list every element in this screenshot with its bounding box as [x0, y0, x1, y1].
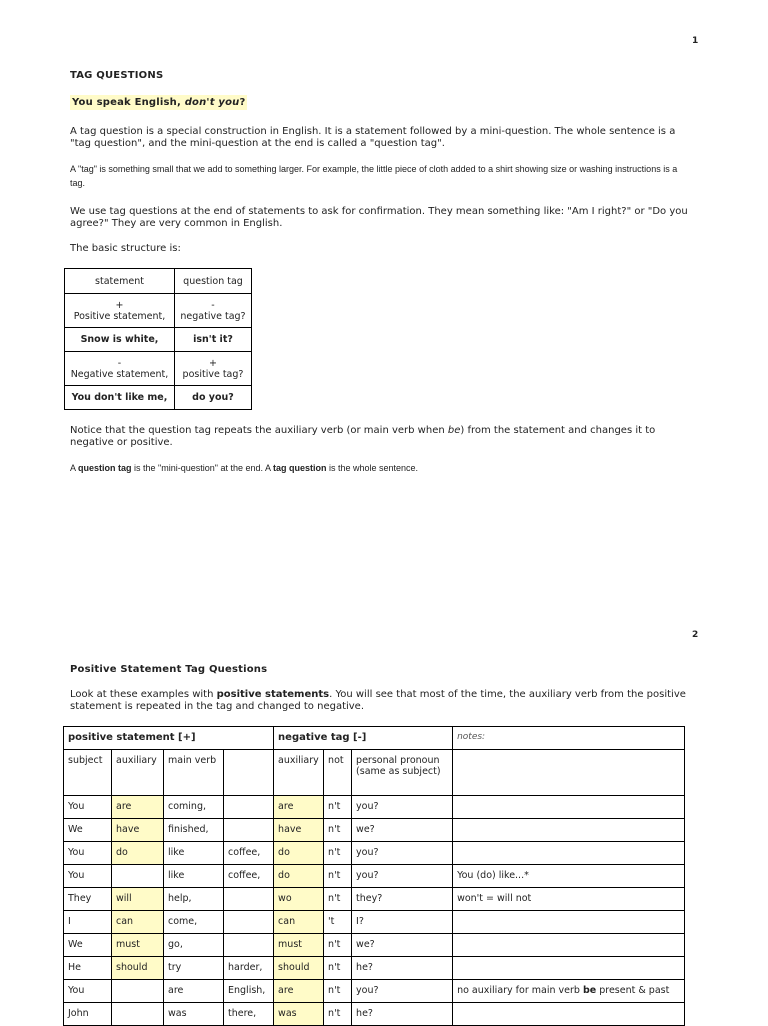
cell-auxiliary: [112, 1003, 164, 1026]
table-row: [64, 957, 685, 980]
cell-pronoun: he?: [352, 957, 453, 980]
cell-main-verb: try: [164, 957, 224, 980]
subtitle-highlight: [70, 95, 247, 110]
cell-note: [453, 1003, 685, 1026]
subtitle-plain: You speak English,: [72, 97, 185, 108]
usage-paragraph: We use tag questions at the end of statements to ask for confirmation. They mean something like: "Am I right?" or "Do you agree?" They are very common in English.: [70, 206, 688, 229]
section-title: Positive Statement Tag Questions: [70, 664, 268, 675]
cell-pronoun: you?: [352, 865, 453, 888]
cell-tag-auxiliary: do: [274, 842, 324, 865]
notice-paragraph: [70, 425, 690, 449]
cell-note: [453, 842, 685, 865]
cell-extra: [224, 934, 274, 957]
example1-statement: Snow is white,: [65, 328, 175, 352]
cell-auxiliary: [112, 865, 164, 888]
negative-statement-label: Negative statement,: [70, 368, 169, 380]
cell-not: 't: [324, 911, 352, 934]
structure-table: [64, 268, 252, 410]
examples-table: [63, 726, 685, 1026]
table-row: [64, 865, 685, 888]
cell-tag-auxiliary: are: [274, 796, 324, 819]
intro-paragraph: A tag question is a special construction in English. It is a statement followed by a mini-question. The whole sentence is a "tag question", and the mini-question at the end is called a "question tag".: [70, 126, 676, 149]
page-number-2: 2: [692, 630, 699, 640]
plus-sign: +: [209, 357, 217, 369]
cell-pronoun: we?: [352, 934, 453, 957]
example2-tag: do you?: [175, 386, 252, 410]
notice-be: be: [447, 425, 461, 436]
page-title: TAG QUESTIONS: [70, 70, 164, 81]
subtitle-emphasis: don't you: [184, 97, 240, 108]
subheader-main-verb: main verb: [164, 750, 224, 796]
note-text-a: no auxiliary for main verb: [457, 985, 583, 996]
cell-tag-auxiliary: must: [274, 934, 324, 957]
cell-subject: You: [64, 980, 112, 1003]
cell-note: [453, 796, 685, 819]
table-row: [64, 819, 685, 842]
positive-tag-label: positive tag?: [182, 368, 244, 380]
cell-extra: coffee,: [224, 865, 274, 888]
header-negative-tag: negative tag [-]: [274, 727, 453, 750]
example2-statement: You don't like me,: [65, 386, 175, 410]
table-row: [64, 934, 685, 957]
cell-note: [453, 819, 685, 842]
table-row: [64, 842, 685, 865]
definition-summary: [70, 461, 680, 475]
cell-extra: coffee,: [224, 842, 274, 865]
cell-tag-auxiliary: wo: [274, 888, 324, 911]
positive-statement-label: Positive statement,: [73, 310, 166, 322]
cell-tag-auxiliary: should: [274, 957, 324, 980]
cell-auxiliary: will: [112, 888, 164, 911]
structure-negative-statement: [65, 352, 175, 386]
minus-sign: -: [117, 357, 122, 369]
summary-a: A: [70, 463, 79, 473]
cell-extra: [224, 819, 274, 842]
cell-note: [453, 911, 685, 934]
cell-main-verb: like: [164, 842, 224, 865]
cell-auxiliary: [112, 980, 164, 1003]
cell-not: n't: [324, 957, 352, 980]
cell-main-verb: finished,: [164, 819, 224, 842]
section-intro: [70, 689, 690, 713]
tag-definition-paragraph: A "tag" is something small that we add to something larger. For example, the little piece of cloth added to a shirt showing size or washing instructions is a tag.: [70, 164, 678, 188]
cell-tag-auxiliary: was: [274, 1003, 324, 1026]
table-row: [64, 888, 685, 911]
cell-auxiliary: have: [112, 819, 164, 842]
negative-tag-label: negative tag?: [180, 310, 246, 322]
structure-intro: The basic structure is:: [70, 243, 181, 254]
cell-auxiliary: can: [112, 911, 164, 934]
cell-subject: You: [64, 796, 112, 819]
subheader-subject: subject: [64, 750, 112, 796]
cell-note: You (do) like...*: [453, 865, 685, 888]
cell-tag-auxiliary: are: [274, 980, 324, 1003]
cell-auxiliary: are: [112, 796, 164, 819]
cell-auxiliary: must: [112, 934, 164, 957]
table-row: [64, 911, 685, 934]
intro-a: Look at these examples with: [70, 689, 217, 700]
summary-tag-question: tag question: [273, 463, 327, 473]
cell-pronoun: they?: [352, 888, 453, 911]
cell-not: n't: [324, 865, 352, 888]
cell-subject: We: [64, 819, 112, 842]
cell-main-verb: help,: [164, 888, 224, 911]
cell-subject: You: [64, 865, 112, 888]
cell-main-verb: come,: [164, 911, 224, 934]
subheader-notes-empty: [453, 750, 685, 796]
cell-not: n't: [324, 888, 352, 911]
cell-note: [453, 934, 685, 957]
cell-not: n't: [324, 819, 352, 842]
cell-not: n't: [324, 934, 352, 957]
cell-note: [453, 980, 685, 1003]
cell-pronoun: he?: [352, 1003, 453, 1026]
intro-c: . You will see that most of the time, the auxiliary verb from the positive statement is repeated in the tag and changed to negative.: [70, 689, 686, 712]
cell-auxiliary: should: [112, 957, 164, 980]
cell-not: n't: [324, 1003, 352, 1026]
cell-extra: [224, 888, 274, 911]
cell-extra: harder,: [224, 957, 274, 980]
cell-subject: They: [64, 888, 112, 911]
header-notes: notes:: [453, 727, 685, 750]
cell-tag-auxiliary: have: [274, 819, 324, 842]
notice-text-a: Notice that the question tag repeats the auxiliary verb (or main verb when: [70, 425, 448, 436]
cell-not: n't: [324, 842, 352, 865]
cell-pronoun: I?: [352, 911, 453, 934]
cell-subject: He: [64, 957, 112, 980]
notice-text-c: ) from the statement and changes it to negative or positive.: [70, 425, 656, 448]
subheader-auxiliary2: auxiliary: [274, 750, 324, 796]
cell-subject: You: [64, 842, 112, 865]
cell-main-verb: was: [164, 1003, 224, 1026]
cell-main-verb: like: [164, 865, 224, 888]
cell-extra: [224, 796, 274, 819]
structure-positive-tag: [175, 352, 252, 386]
cell-note: [453, 957, 685, 980]
cell-note: won't = will not: [453, 888, 685, 911]
cell-main-verb: are: [164, 980, 224, 1003]
subheader-not: not: [324, 750, 352, 796]
cell-subject: John: [64, 1003, 112, 1026]
table-row: [64, 1003, 685, 1026]
cell-extra: [224, 911, 274, 934]
cell-auxiliary: do: [112, 842, 164, 865]
cell-extra: English,: [224, 980, 274, 1003]
cell-tag-auxiliary: do: [274, 865, 324, 888]
cell-not: n't: [324, 980, 352, 1003]
note-be: be: [582, 985, 597, 996]
example1-tag: isn't it?: [175, 328, 252, 352]
cell-not: n't: [324, 796, 352, 819]
cell-pronoun: we?: [352, 819, 453, 842]
note-text-c: present & past: [596, 985, 670, 996]
structure-col-statement: statement: [65, 269, 175, 294]
minus-sign: -: [211, 299, 215, 311]
summary-question-tag: question tag: [78, 463, 132, 473]
cell-subject: We: [64, 934, 112, 957]
cell-pronoun: you?: [352, 796, 453, 819]
summary-c: is the "mini-question" at the end. A: [131, 463, 273, 473]
cell-main-verb: go,: [164, 934, 224, 957]
header-positive-statement: positive statement [+]: [64, 727, 274, 750]
subheader-empty: [224, 750, 274, 796]
page-subtitle: [70, 97, 247, 108]
subtitle-end: ?: [239, 97, 246, 108]
structure-col-question-tag: question tag: [175, 269, 252, 294]
intro-positive-statements: positive statements: [216, 689, 330, 700]
cell-main-verb: coming,: [164, 796, 224, 819]
table-row: [64, 980, 685, 1003]
summary-e: is the whole sentence.: [326, 463, 419, 473]
structure-positive-statement: [65, 294, 175, 328]
table-row: [64, 796, 685, 819]
subheader-pronoun: personal pronoun (same as subject): [352, 750, 453, 796]
cell-pronoun: you?: [352, 980, 453, 1003]
structure-negative-tag: [175, 294, 252, 328]
cell-tag-auxiliary: can: [274, 911, 324, 934]
cell-pronoun: you?: [352, 842, 453, 865]
cell-extra: there,: [224, 1003, 274, 1026]
cell-subject: I: [64, 911, 112, 934]
page-number-1: 1: [692, 36, 699, 46]
subheader-auxiliary: auxiliary: [112, 750, 164, 796]
plus-sign: +: [115, 299, 124, 311]
